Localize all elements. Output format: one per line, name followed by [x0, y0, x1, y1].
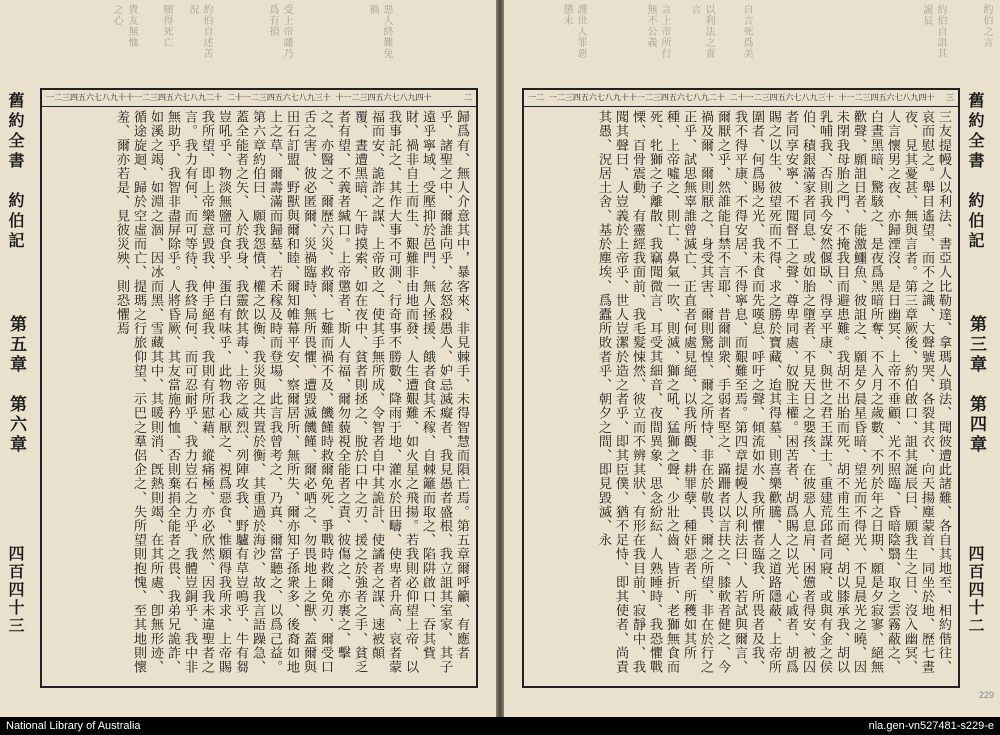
bible-title: 舊約全書: [6, 92, 25, 172]
bible-title: 舊約全書: [966, 92, 985, 172]
bleed-margin-note: 願得死亡: [161, 4, 172, 48]
chapter-range: 第三章 第四章: [966, 315, 986, 455]
bleed-margin-note: 爲有損: [267, 4, 278, 37]
bleed-margin-note: 約伯之言: [981, 4, 992, 48]
verse-ruler-end: 二: [464, 93, 472, 102]
verse-ruler: [42, 90, 476, 107]
book-name: 約伯記: [966, 192, 985, 252]
scripture-text: [48, 110, 470, 680]
bleed-margin-note: 況: [187, 4, 198, 15]
bleed-margin-note: 以利法之責: [703, 4, 714, 59]
bleed-margin-note: 誕辰: [921, 4, 932, 26]
footer-institution: National Library of Australia: [6, 720, 141, 732]
book-name: 約伯記: [6, 192, 25, 252]
page-number: 四百四十三: [6, 545, 25, 635]
left-page: [0, 0, 496, 717]
text-frame: [40, 88, 478, 688]
running-title: [4, 92, 27, 252]
bleed-margin-note: 惡人終難免: [381, 4, 392, 59]
bleed-margin-note: 無不公義: [645, 4, 656, 48]
verse-ruler-numbers: 一二 一二三四五六七八九十十一二三四五六七八九二十 二十一二三四五六七八九三十 十一二三四五六七八九四十: [528, 93, 935, 102]
bleed-margin-note: 護世人罪惡: [575, 4, 586, 59]
right-page: [504, 0, 1000, 717]
bleed-margin-note: 自言死爲美: [741, 4, 752, 59]
text-frame: [522, 88, 960, 688]
bleed-margin-note: 約伯自述苦: [201, 4, 212, 59]
bleed-margin-note: 禍: [367, 4, 378, 15]
bleed-margin-note: 之心: [111, 4, 122, 26]
scripture-text: [530, 110, 952, 680]
footer-identifier: nla.gen-vn527481-s229-e: [868, 720, 994, 732]
scripture-body: 歸爲有、無人介意其中，暴客來、非見棘手、未得智慧而隕亡焉。第五章爾呼籲、有應者乎、諸聖之中、爾誰向乎、忿怒殺愚人、妒忌滅癡者、我見愚者盛根、我立詛其室家、其子遠乎寧域、受壓抑於邑門、無人拯援、餓者食其禾稼、自棘籬而取之、陷阱啟口、吞其貲財、禍非自土而生、艱難非由地而發、人生遭艱難、如火星之飛揚。若我則必仰望上帝、以我事託之、其作大事不可測、行奇事不勝數、降雨于地、灌水於田疇、使卑者升高、哀者蒙福而安、詭詐之謀、上帝敗之、使其手無所成、令智者自中其詭計、使譎者之謀、速被顛覆、晝遭黑暗、午時摸索、如在夜中、貧者則拯之、脫於口中之刃、援之於強者之手、貧乏者有望、不義者緘口。上帝懲者、斯人有福、爾勿藐視全能者之責、彼傷之、亦裹之、擊之、亦醫之、爾歷六災、救爾、七難而禍不及、饑饉時救爾免死、爭戰時救爾免刃、爾受口舌之害、彼必匿爾、災禍臨時、無所畏懼、遭毀滅饑饉、爾必哂之、勿畏地上之獸、蓋爾與田石訂盟、野獸與爾和睦、爾知帷幕平安、察爾居所、無所失、爾亦知子孫衆多、後裔如地上之草、爾壽滿而歸墓、若禾稼及時而登場、此言我曾考之、乃真、爾當聽之、以爲己益。第六章約伯曰、願我怨憤、權之以衡、我災與之共置於衡、其重過於海沙、故我言語躁急、蓋全能者之矢、入於我身、我靈飲其毒、上帝之威烈、列陣攻我、野驢有草豈鳴乎、牛有芻豈吼乎、物淡無鹽可食乎、蛋白有味乎、此物我心厭之、視爲惡食、惟願得我所求、上帝賜我所望、即上帝樂意毀我、伸手絕我、我則有所慰藉、縱痛極、亦必欣然、因我未違聖者之言。我力有何、而可等待、我終局何、而可忍耐乎、我力豈石之力乎、我體豈銅乎、我中非無助乎、我智非盡屏除乎。人將昏厥、其友當施矜恤、否則棄捐全能者之畏、我弟兄詭詐、如溪之竭、如淵之涸、因冰而黑、雪藏其中、其暖則消、旣熱則竭、在其所處、卽無形迹、循途旋迴、歸於空虛而亡、提瑪之行旅仰望、示巴之羣侶企之、失所望則抱愧、至其地則懷羞、爾亦若是、見彼災殃、則恐懼焉: [114, 110, 469, 674]
running-title: [964, 92, 987, 252]
pencil-page-mark: 229: [978, 690, 994, 700]
chapter-range: 第五章 第六章: [6, 315, 26, 455]
verse-ruler-numbers: 一二三四五六七八九十十一二三四五六七八九二十 二十一二三四五六七八九三十 十一二三四五六七八九四十: [46, 93, 432, 102]
bleed-margin-note: 貴友無恤: [126, 4, 137, 48]
scripture-body: 三友提幔人以利法、書亞人比勒達、拿瑪人瑣法、聞彼遭此諸難、各自其地至、相約偕往、哀而慰之。舉目遙望、而不之識、大聲號哭、各裂其衣、向天揚塵蒙首、同坐於地、歷七晝夜、見其憂甚、無與言者。第三章厥後、約伯啟口、詛其誕辰曰、願我生之日、沒入幽冥、人言懷男之夜、亦歸湮沒、是日幽冥、上帝不垂顧、光不照臨、昏暗陰翳、取之雲霧蔽之、白晝黑暗、驚駭之、是夜爲黑暗所奪、不入月之歲數、不列於年之日期、願是夕寂寥、絕無歡聲、願詛日者、能激鱷魚、彼詛之、願是夕晨星昏暗、望光而不得光、不見晨光之曉、因未閉我母胎之門、不掩我目而避患難。我胡不出胎而死、胡不甫生而絕、胡以膝承我、胡以乳哺我、否則我今安然偃臥、得享平康、與世之君王謀士、重建荒邱者同寢、或與有金之侯伯、積銀滿家者同息、或如胎之墮者、不見天日之嬰孩、在彼惡人息肩、困憊者得安、被囚者同享安寧、不聞督工之聲、尊卑同處、奴脫主權。困苦者、胡爲賜之以光、心戚者、胡爲賜之以生、彼望死而不得、求之勝於寶藏、迨其得墓、則喜樂歡騰、人之道路隱蔽、上帝所圍者、何爲賜之光、我未食而先嘆息、呼吁之聲、傾流如水、我所懼者臨我、所畏者及我、我不得平康、不得安居、不得寧息、而艱難至焉。第四章提幔人以利法曰、人若試與爾言、爾厭之乎、然誰能自禁不言耶、昔爾訓衆、手弱者堅之、蹣跚者以言扶之、膝軟者健之、今禍及爾、爾則厭之、身受其害、爾則驚惶、爾之所恃、非在於敬畏、爾之所望、非在於行之正乎、試思無辜誰曾滅亡、正直者何處見絕、以我所觀、耕罪孽、種奸惡者、所穫如其所種、上帝噓之、則亡、鼻氣一吹、則滅、獅之吼、猛獅之聲、少壯之齒、皆折、老獅無食而死、牝獅之子離散、我竊聞微言、耳受其細音、夜間異象、思念紛紜、人熟睡時、我恐懼戰慄、百骨震動、有靈經我面前、我毛髮悚然、彼立而不辨其狀、有形在我目前、寂靜中、我聞其聲曰、人豈義於上帝乎、世人豈潔於造之者乎、即其臣僕、猶不足恃、即其使者、尚責其愚、況居土舍、基於塵埃、爲蠹所敗者乎、朝夕之間、即見毀滅、永: [596, 110, 951, 674]
verse-ruler: [524, 90, 958, 107]
bleed-margin-note: 言上帝所行: [659, 4, 670, 59]
archive-footer: [0, 717, 1000, 735]
bleed-margin-note: 受上帝譴乃: [281, 4, 292, 59]
page-number: 四百四十二: [966, 545, 985, 635]
bleed-margin-note: 懲末: [561, 4, 572, 26]
bleed-margin-note: 約伯自詛其: [935, 4, 946, 59]
bleed-margin-note: 言: [689, 4, 700, 15]
verse-ruler-end: 三: [946, 93, 954, 102]
book-gutter: [496, 0, 504, 717]
